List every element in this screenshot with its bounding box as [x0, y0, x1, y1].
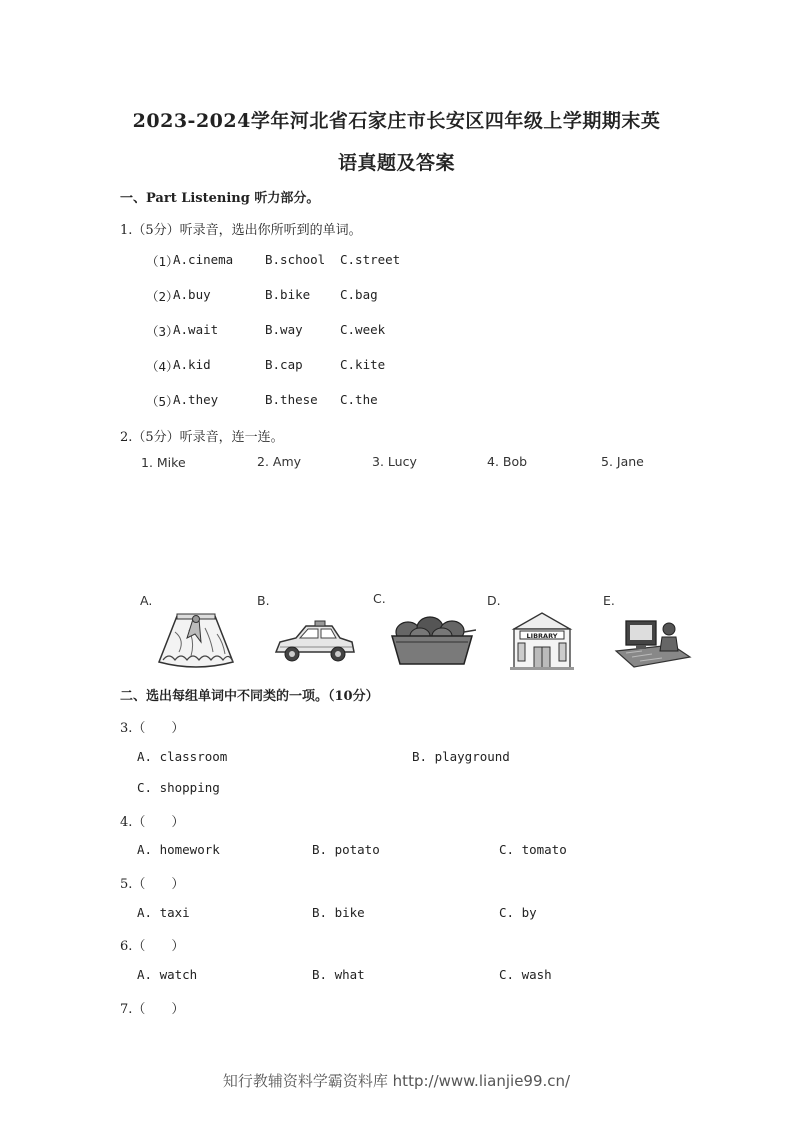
section2-heading: 二、选出每组单词中不同类的一项。（10分）	[120, 689, 379, 704]
q1-item-num: （1）	[146, 254, 179, 269]
q1-option-a: A.buy	[173, 287, 211, 302]
library-sign: LIBRARY	[526, 632, 558, 640]
q2-label-a: A.	[140, 593, 153, 608]
q1-option-b: B.school	[265, 252, 326, 267]
question-option-c: C. by	[499, 905, 537, 920]
q1-option-b: B.bike	[265, 287, 311, 302]
q1-option-b: B.way	[265, 322, 303, 337]
question-stem: 3.（ ）	[120, 721, 185, 736]
q1-option-a: A.kid	[173, 357, 211, 372]
question-option-b: B. bike	[312, 905, 365, 920]
question-stem: 4.（ ）	[120, 815, 185, 830]
q1-item-num: （4）	[146, 359, 179, 374]
q1-option-c: C.week	[340, 322, 386, 337]
computer-picture	[612, 613, 692, 669]
question-stem: 6.（ ）	[120, 939, 185, 954]
q1-option-a: A.they	[173, 392, 219, 407]
q1-item-num: （2）	[146, 289, 179, 304]
q2-label-d: D.	[487, 593, 501, 608]
question-option-a: A. watch	[137, 967, 198, 982]
q2-name-mike: 1. Mike	[141, 455, 186, 470]
q1-option-c: C.street	[340, 252, 401, 267]
q2-name-jane: 5. Jane	[601, 454, 644, 469]
question-option-a: A. classroom	[137, 749, 228, 764]
footer-watermark: 知行教辅资料学霸资料库 http://www.lianjie99.cn/	[222, 1072, 571, 1090]
q1-item-num: （3）	[146, 324, 179, 339]
q2-label-e: E.	[603, 593, 615, 608]
q1-option-b: B.these	[265, 392, 318, 407]
q2-label-c: C.	[373, 591, 386, 606]
page-title-line2: 语真题及答案	[337, 152, 455, 174]
question-stem: 5.（ ）	[120, 877, 185, 892]
q1-option-c: C.bag	[340, 287, 378, 302]
question-option-b: B. playground	[412, 749, 510, 764]
question-option-c: C. wash	[499, 967, 552, 982]
q2-name-amy: 2. Amy	[257, 454, 302, 469]
potato-box-picture	[388, 612, 476, 668]
page-title-line1: 2023-2024学年河北省石家庄市长安区四年级上学期期末英	[132, 110, 661, 132]
section1-heading: 一、Part Listening 听力部分。	[120, 191, 320, 206]
question-option-c: C. shopping	[137, 780, 220, 795]
q1-item-num: （5）	[146, 394, 179, 409]
q1-option-c: C.the	[340, 392, 378, 407]
question-stem: 7.（ ）	[120, 1002, 185, 1017]
skirt-picture	[155, 612, 237, 670]
q2-stem: 2.（5分）听录音，连一连。	[120, 430, 284, 445]
q2-name-bob: 4. Bob	[487, 454, 528, 469]
q1-stem: 1.（5分）听录音，选出你所听到的单词。	[120, 223, 362, 238]
q2-label-b: B.	[257, 593, 270, 608]
question-option-b: B. what	[312, 967, 365, 982]
q1-option-b: B.cap	[265, 357, 303, 372]
q1-option-c: C.kite	[340, 357, 386, 372]
q1-option-a: A.cinema	[173, 252, 234, 267]
question-option-a: A. homework	[137, 842, 220, 857]
q2-name-lucy: 3. Lucy	[372, 454, 417, 469]
question-option-c: C. tomato	[499, 842, 567, 857]
q1-option-a: A.wait	[173, 322, 219, 337]
question-option-b: B. potato	[312, 842, 380, 857]
library-picture	[508, 609, 576, 671]
question-option-a: A. taxi	[137, 905, 190, 920]
car-picture	[272, 620, 356, 666]
